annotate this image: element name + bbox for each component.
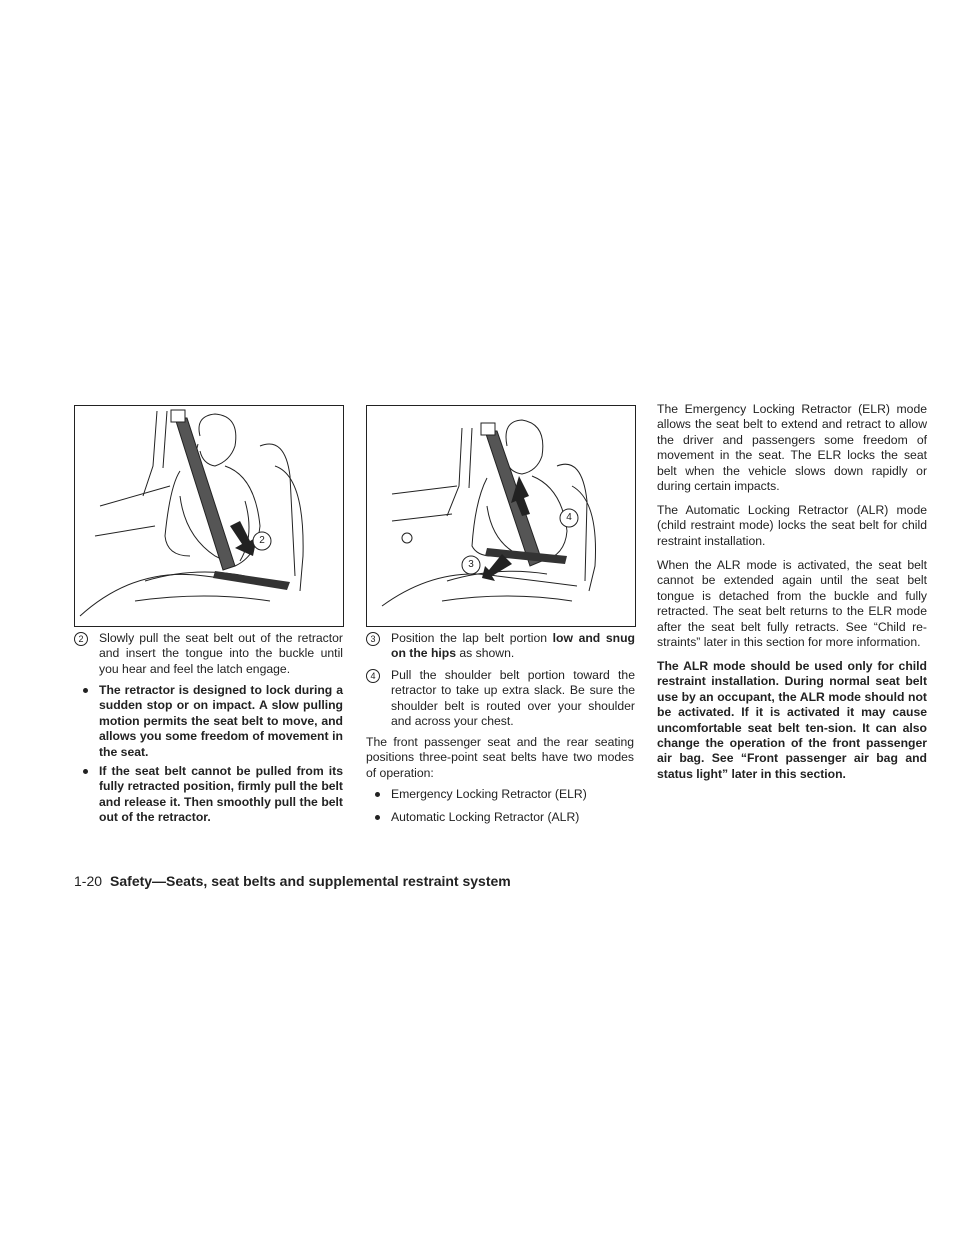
figure1-callout-2: 2 — [259, 535, 265, 546]
step-3-number: 3 — [366, 632, 380, 646]
illustration-buckling — [75, 406, 343, 626]
step-4 — [366, 668, 636, 729]
step-4-text: Pull the shoulder belt portion toward the retractor to take up extra slack. Be sure the shoulder belt is routed over your shoulder and across your chest. — [391, 668, 635, 729]
figure-seatbelt-buckle — [74, 405, 344, 627]
alr-warning: The ALR mode should be used only for child restraint installation. During normal seat belt use by an occupant, the ALR mode should not be activated. If it is activated it may cause uncomfortable seat belt ten-sion. It can also change the operation of the front passenger air bag. See “Front passenger air bag and status light” later in this section. — [657, 659, 927, 781]
elr-description: The Emergency Locking Retractor (ELR) mode allows the seat belt to extend and retract to allow the driver and passengers some freedom of movement in the seat. The ELR locks the seat belt when the vehicle slows down rapidly or during certain impacts. — [657, 402, 927, 494]
bullet-dot — [83, 769, 88, 774]
mode-alr-text: Automatic Locking Retractor (ALR) — [391, 810, 580, 824]
modes-intro: The front passenger seat and the rear seating positions three-point seat belts have two modes of operation: — [366, 735, 634, 780]
figure2-callout-3: 3 — [468, 559, 474, 570]
step-2-text: Slowly pull the seat belt out of the retractor and insert the tongue into the buckle until you hear and feel the latch engage. — [99, 631, 343, 676]
step-3-text — [391, 631, 635, 662]
bullet-dot — [375, 792, 380, 797]
step-3-text-a: Position the lap belt portion — [391, 631, 553, 645]
step-3-text-c: as shown. — [456, 646, 515, 661]
bullet-dot — [375, 815, 380, 820]
step-3-text-emphasis: low and snug on the hips — [391, 631, 635, 661]
alr-description: The Automatic Locking Retractor (ALR) mode (child restraint mode) locks the seat belt for child restraint installation. — [657, 503, 927, 548]
bullet-dot — [83, 688, 88, 693]
bullet-cannot-pull-text: If the seat belt cannot be pulled from its fully retracted position, firmly pull the belt and release it. Then smoothly pull the belt out of the retractor. — [99, 764, 343, 825]
bullet-retractor-lock-text: The retractor is designed to lock during a sudden stop or on impact. A slow pulling motion permits the seat belt to move, and allows you some freedom of movement in the seat. — [99, 683, 343, 759]
section-title: Safety—Seats, seat belts and supplemental restraint system — [110, 873, 511, 889]
step-4-number: 4 — [366, 669, 380, 683]
figure-lap-belt-position — [366, 405, 636, 627]
step-2-number: 2 — [74, 632, 88, 646]
page-number: 1-20 — [74, 873, 103, 889]
mode-elr-text: Emergency Locking Retractor (ELR) — [391, 787, 587, 801]
figure2-callout-4: 4 — [566, 512, 572, 523]
step-3 — [366, 631, 636, 661]
page-footer — [74, 872, 511, 890]
illustration-adjusting — [367, 406, 635, 626]
alr-activation: When the ALR mode is activated, the seat belt cannot be extended again until the seat belt tongue is detached from the buckle and fully retracted. The seat belt returns to the ELR mode after the seat belt fully retracts. See “Child re-straints” later in this section for more information. — [657, 558, 927, 650]
step-2 — [74, 631, 344, 676]
